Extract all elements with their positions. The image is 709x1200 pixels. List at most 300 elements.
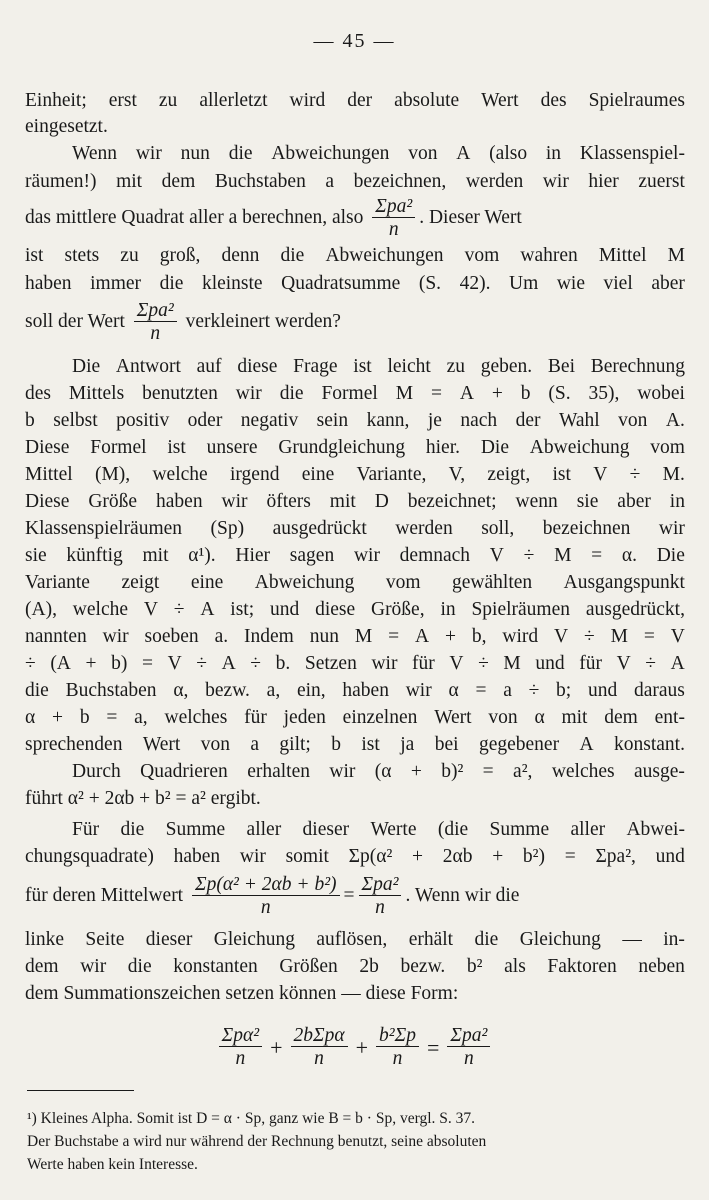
word: auflösen, xyxy=(316,929,388,950)
word: Seite xyxy=(85,929,125,950)
word: M xyxy=(354,626,373,647)
word: mit xyxy=(142,545,169,566)
word: der xyxy=(515,410,541,431)
word: vom xyxy=(464,245,500,266)
text-line xyxy=(25,623,685,650)
word: sagen xyxy=(289,545,335,566)
word: haben xyxy=(156,491,203,512)
word: die xyxy=(25,680,49,701)
word: Indem xyxy=(243,626,294,647)
word: linke xyxy=(25,929,64,950)
word: neben xyxy=(638,956,685,977)
line-text: soll der Wert xyxy=(25,311,125,332)
fraction-denominator: n xyxy=(463,1048,474,1069)
word: zeigt xyxy=(121,572,160,593)
word: = xyxy=(591,545,603,566)
word: a xyxy=(325,171,335,192)
word: wir xyxy=(329,761,356,782)
text-line xyxy=(72,816,685,843)
word: A xyxy=(459,383,474,404)
word: Wert xyxy=(142,734,181,755)
text-line xyxy=(72,353,685,380)
text-line xyxy=(25,461,685,488)
word: M xyxy=(395,383,414,404)
word: Hier xyxy=(235,545,271,566)
text-line xyxy=(25,650,685,677)
word: = xyxy=(141,653,153,674)
word: künftig xyxy=(66,545,123,566)
word: ist xyxy=(353,356,372,377)
word: zu xyxy=(158,90,178,111)
word: Σpa², xyxy=(595,846,636,867)
word: ist xyxy=(552,464,571,485)
line-text: führt α² + 2αb + b² = a² ergibt. xyxy=(25,788,261,809)
word: Buchstaben xyxy=(214,171,306,192)
fraction-numerator: Σpa² xyxy=(372,197,415,218)
word: b²) xyxy=(522,846,545,867)
word: kleinste xyxy=(201,273,263,294)
word: ist xyxy=(167,437,186,458)
word: in xyxy=(440,599,456,620)
word: oder xyxy=(187,410,223,431)
word: die xyxy=(474,929,499,950)
text-line xyxy=(25,731,685,758)
word: öfters xyxy=(266,491,311,512)
word: a², xyxy=(513,761,533,782)
word: hier. xyxy=(425,437,461,458)
fraction-numerator: Σp(α² + 2αb + b²) xyxy=(192,875,340,896)
word: ÷ xyxy=(196,653,207,674)
line-text: eingesetzt. xyxy=(25,116,108,137)
fraction-denominator: n xyxy=(150,323,161,345)
word: b; xyxy=(556,680,572,701)
word: wir xyxy=(371,653,398,674)
line-text: . Dieser Wert xyxy=(419,207,522,228)
word: wahren xyxy=(520,245,578,266)
word: werden xyxy=(395,518,453,539)
word: b² xyxy=(466,956,483,977)
word: aller xyxy=(570,819,606,840)
word: mit xyxy=(329,491,356,512)
word: ÷ xyxy=(629,464,641,485)
word: Variante xyxy=(25,572,90,593)
word: Ausgangspunkt xyxy=(563,572,685,593)
word: ein, xyxy=(296,680,326,701)
word: a, xyxy=(134,707,148,728)
word: Berechnung xyxy=(590,356,685,377)
word: 2b xyxy=(359,956,379,977)
word: ent- xyxy=(654,707,685,728)
word: Faktoren xyxy=(547,956,617,977)
fraction-denominator: n xyxy=(392,1048,403,1069)
word: Formel xyxy=(321,383,378,404)
text-line xyxy=(25,270,685,297)
word: die xyxy=(279,383,304,404)
word: a, xyxy=(266,680,281,701)
word: ausgedrückt xyxy=(272,518,367,539)
word: = xyxy=(106,707,118,728)
word: Für xyxy=(72,819,100,840)
word: benutzten xyxy=(142,383,218,404)
word: V xyxy=(593,464,608,485)
word: die xyxy=(159,273,184,294)
word: Diese xyxy=(25,491,70,512)
word: Größe xyxy=(88,491,138,512)
word: ÷ xyxy=(173,599,185,620)
word: dieser xyxy=(302,819,350,840)
word: A xyxy=(200,599,215,620)
word: Mittels xyxy=(68,383,125,404)
word: für xyxy=(244,707,267,728)
word: werden xyxy=(465,171,524,192)
text-line xyxy=(72,140,685,167)
word: eine xyxy=(190,572,224,593)
word: von xyxy=(408,143,438,164)
word: Die xyxy=(480,437,509,458)
word: aller xyxy=(246,819,282,840)
word: sein xyxy=(316,410,349,431)
word: absolute xyxy=(394,90,460,111)
fraction xyxy=(134,301,177,344)
word: mit xyxy=(561,707,588,728)
word: b xyxy=(520,383,531,404)
word: räumen!) xyxy=(25,171,97,192)
display-equation xyxy=(0,1026,709,1069)
word: Formel xyxy=(90,437,147,458)
word: b xyxy=(25,410,35,431)
word: α. xyxy=(621,545,637,566)
word: sie xyxy=(25,545,47,566)
word: D xyxy=(374,491,389,512)
word: + xyxy=(85,653,97,674)
word: ÷ xyxy=(645,653,656,674)
text-line xyxy=(25,785,685,812)
word: konstanten xyxy=(173,956,258,977)
text-line xyxy=(25,87,685,114)
word: = xyxy=(430,383,442,404)
word: dieser xyxy=(145,929,193,950)
word: auf xyxy=(196,356,222,377)
word: soll, xyxy=(481,518,515,539)
word: leicht xyxy=(387,356,431,377)
word: A xyxy=(670,653,685,674)
word: sie xyxy=(576,491,599,512)
word: M xyxy=(503,653,521,674)
word: erst xyxy=(108,90,137,111)
word: gegebener xyxy=(478,734,560,755)
word: immer xyxy=(90,273,142,294)
word: in xyxy=(545,143,562,164)
word: ÷ xyxy=(528,680,540,701)
line-text: verkleinert werden? xyxy=(185,311,341,332)
word: für xyxy=(579,653,602,674)
word: demnach xyxy=(399,545,471,566)
word: Summe xyxy=(489,819,550,840)
word: = xyxy=(475,680,487,701)
word: (Sp) xyxy=(210,518,245,539)
word: chungsquadrate) xyxy=(25,846,154,867)
word: Spielraumes xyxy=(588,90,685,111)
word: vom xyxy=(650,437,685,458)
text-line xyxy=(25,843,685,870)
word: (A), xyxy=(25,599,57,620)
word: ÷ xyxy=(583,626,595,647)
word: b, xyxy=(471,626,487,647)
word: von xyxy=(488,707,518,728)
word: des xyxy=(540,90,567,111)
word: bezeichnet; xyxy=(407,491,497,512)
word: mit xyxy=(116,171,143,192)
word: Um xyxy=(509,273,539,294)
word: Quadratsumme xyxy=(281,273,401,294)
word: Quadrieren xyxy=(140,761,228,782)
word: Die xyxy=(72,356,101,377)
word: zuerst xyxy=(638,171,685,192)
word: ausge- xyxy=(634,761,685,782)
word: b xyxy=(79,707,90,728)
word: wir xyxy=(353,545,380,566)
word: bezw. xyxy=(400,956,446,977)
word: haben xyxy=(173,846,221,867)
word: 2αb xyxy=(442,846,473,867)
word: wir xyxy=(235,383,262,404)
word: einzelnen xyxy=(342,707,418,728)
word: Die xyxy=(656,545,685,566)
fraction-denominator: n xyxy=(314,1048,324,1069)
fraction xyxy=(359,875,402,918)
word: wir xyxy=(239,846,266,867)
word: haben xyxy=(342,680,389,701)
word: und xyxy=(535,653,565,674)
word: V xyxy=(489,545,504,566)
word: konstant. xyxy=(613,734,685,755)
word: und xyxy=(269,599,300,620)
word: für xyxy=(412,653,435,674)
word: wir xyxy=(80,956,107,977)
word: α xyxy=(534,707,545,728)
fraction-denominator: n xyxy=(388,219,399,241)
word: wir xyxy=(135,143,162,164)
word: haben xyxy=(25,273,72,294)
fraction-numerator: b²Σp xyxy=(376,1026,419,1047)
text-line xyxy=(25,980,685,1007)
word: 35), xyxy=(588,383,620,404)
page-number: — 45 — xyxy=(313,30,396,52)
word: A xyxy=(221,653,236,674)
word: wobei xyxy=(637,383,685,404)
word: welche xyxy=(152,464,208,485)
fraction-denominator: n xyxy=(260,897,271,919)
word: somit xyxy=(285,846,329,867)
word: kann, xyxy=(366,410,410,431)
word: Wahl xyxy=(559,410,600,431)
word: hier xyxy=(588,171,619,192)
word: Setzen xyxy=(304,653,357,674)
word: dem xyxy=(161,171,196,192)
fraction-numerator: Σpa² xyxy=(447,1026,490,1047)
word: α xyxy=(448,680,459,701)
word: (M), xyxy=(94,464,131,485)
line-text: das mittlere Quadrat aller a berechnen, also xyxy=(25,207,364,228)
word: der xyxy=(347,90,373,111)
word: Wert xyxy=(434,707,472,728)
word: V, xyxy=(448,464,466,485)
word: Werte xyxy=(370,819,417,840)
word: Gleichung xyxy=(213,929,295,950)
word: (A xyxy=(50,653,71,674)
word: V xyxy=(616,653,631,674)
word: die xyxy=(120,819,145,840)
word: welches xyxy=(164,707,228,728)
word: b. xyxy=(275,653,291,674)
text-line xyxy=(25,704,685,731)
word: V xyxy=(143,599,158,620)
word: Grundgleichung xyxy=(278,437,406,458)
word: + xyxy=(492,846,504,867)
word: zu xyxy=(446,356,465,377)
word: + xyxy=(491,383,503,404)
word: Spielräumen xyxy=(471,599,571,620)
word: unsere xyxy=(206,437,258,458)
word: V xyxy=(554,626,569,647)
word: bezeichnen, xyxy=(353,171,447,192)
text-line xyxy=(25,242,685,269)
word: ja xyxy=(400,734,415,755)
text-line-with-fraction xyxy=(25,190,685,246)
text-line xyxy=(25,542,685,569)
footnote-rule xyxy=(27,1090,134,1091)
word: aber xyxy=(651,273,685,294)
word: gewählten xyxy=(452,572,533,593)
fraction-numerator: Σpa² xyxy=(359,875,402,896)
word: jeden xyxy=(283,707,326,728)
word: Größe, xyxy=(370,599,425,620)
text-line-with-fraction xyxy=(25,868,685,924)
line-text: . Wenn wir die xyxy=(405,885,520,906)
word: geben. xyxy=(480,356,533,377)
word: von xyxy=(200,734,230,755)
word: allerletzt xyxy=(199,90,268,111)
word: welches xyxy=(551,761,615,782)
word: aber xyxy=(617,491,651,512)
word: selbst xyxy=(53,410,98,431)
word: + xyxy=(412,846,424,867)
word: A xyxy=(579,734,594,755)
word: Wert xyxy=(481,90,519,111)
word: irgend xyxy=(229,464,280,485)
line-text: dem Summationszeichen setzen können — diese Form: xyxy=(25,983,459,1004)
word: + xyxy=(410,761,422,782)
text-line xyxy=(25,515,685,542)
fraction-denominator: n xyxy=(375,897,385,919)
word: A xyxy=(456,143,471,164)
word: Variante, xyxy=(356,464,427,485)
fraction xyxy=(372,197,415,240)
word: welche xyxy=(72,599,129,620)
word: Einheit; xyxy=(25,90,87,111)
word: V xyxy=(449,653,464,674)
word: α¹). xyxy=(188,545,216,566)
equals-sign: = xyxy=(426,1034,440,1060)
fraction-numerator: Σpα² xyxy=(219,1026,262,1047)
word: die xyxy=(127,956,152,977)
word: wird xyxy=(289,90,326,111)
word: wir xyxy=(405,680,432,701)
word: 42). xyxy=(459,273,491,294)
word: diese xyxy=(237,356,278,377)
word: V xyxy=(167,653,182,674)
footnote-line: Der Buchstabe a wird nur während der Rechnung benutzt, seine absoluten xyxy=(27,1133,487,1150)
word: ÷ xyxy=(523,545,535,566)
word: je xyxy=(427,410,442,431)
word: und xyxy=(655,846,685,867)
equals-sign: = xyxy=(343,885,355,906)
word: a xyxy=(250,734,259,755)
text-line xyxy=(25,407,685,434)
word: wenn xyxy=(515,491,558,512)
word: Summe xyxy=(165,819,226,840)
word: negativ xyxy=(240,410,299,431)
word: wir xyxy=(658,518,685,539)
word: = xyxy=(388,626,400,647)
word: soeben xyxy=(144,626,199,647)
text-line xyxy=(25,953,685,980)
word: Mittel xyxy=(25,464,73,485)
word: wir xyxy=(221,491,248,512)
fraction xyxy=(192,875,340,918)
word: nun xyxy=(180,143,210,164)
word: (die xyxy=(437,819,469,840)
text-line xyxy=(25,926,685,953)
word: Klassenspiel- xyxy=(579,143,685,164)
word: in xyxy=(669,491,685,512)
word: positiv xyxy=(116,410,170,431)
word: (also xyxy=(489,143,528,164)
word: ist xyxy=(25,245,44,266)
fraction-numerator: 2bΣpα xyxy=(291,1026,348,1047)
word: Abwei- xyxy=(626,819,685,840)
word: stets xyxy=(64,245,100,266)
word: a xyxy=(503,680,512,701)
plus-sign: + xyxy=(355,1034,369,1060)
word: wir xyxy=(542,171,569,192)
fraction-numerator: Σpa² xyxy=(134,301,177,322)
word: + xyxy=(52,707,64,728)
word: wird xyxy=(502,626,539,647)
word: Abweichungen xyxy=(271,143,390,164)
word: dem xyxy=(604,707,638,728)
word: eine xyxy=(301,464,335,485)
line-text: für deren Mittelwert xyxy=(25,885,184,906)
word: Antwort xyxy=(115,356,181,377)
word: zeigt, xyxy=(487,464,531,485)
word: b) xyxy=(111,653,128,674)
word: V xyxy=(670,626,685,647)
word: ÷ xyxy=(25,653,36,674)
word: bei xyxy=(434,734,459,755)
equation-term-2 xyxy=(291,1026,348,1069)
word: bezeichnen xyxy=(542,518,631,539)
word: daraus xyxy=(633,680,685,701)
word: ÷ xyxy=(478,653,489,674)
word: denn xyxy=(221,245,260,266)
word: erhalten xyxy=(247,761,310,782)
word: Gleichung xyxy=(519,929,601,950)
word: A xyxy=(414,626,430,647)
word: die xyxy=(280,245,305,266)
word: Bei xyxy=(547,356,575,377)
word: bezw. xyxy=(205,680,250,701)
